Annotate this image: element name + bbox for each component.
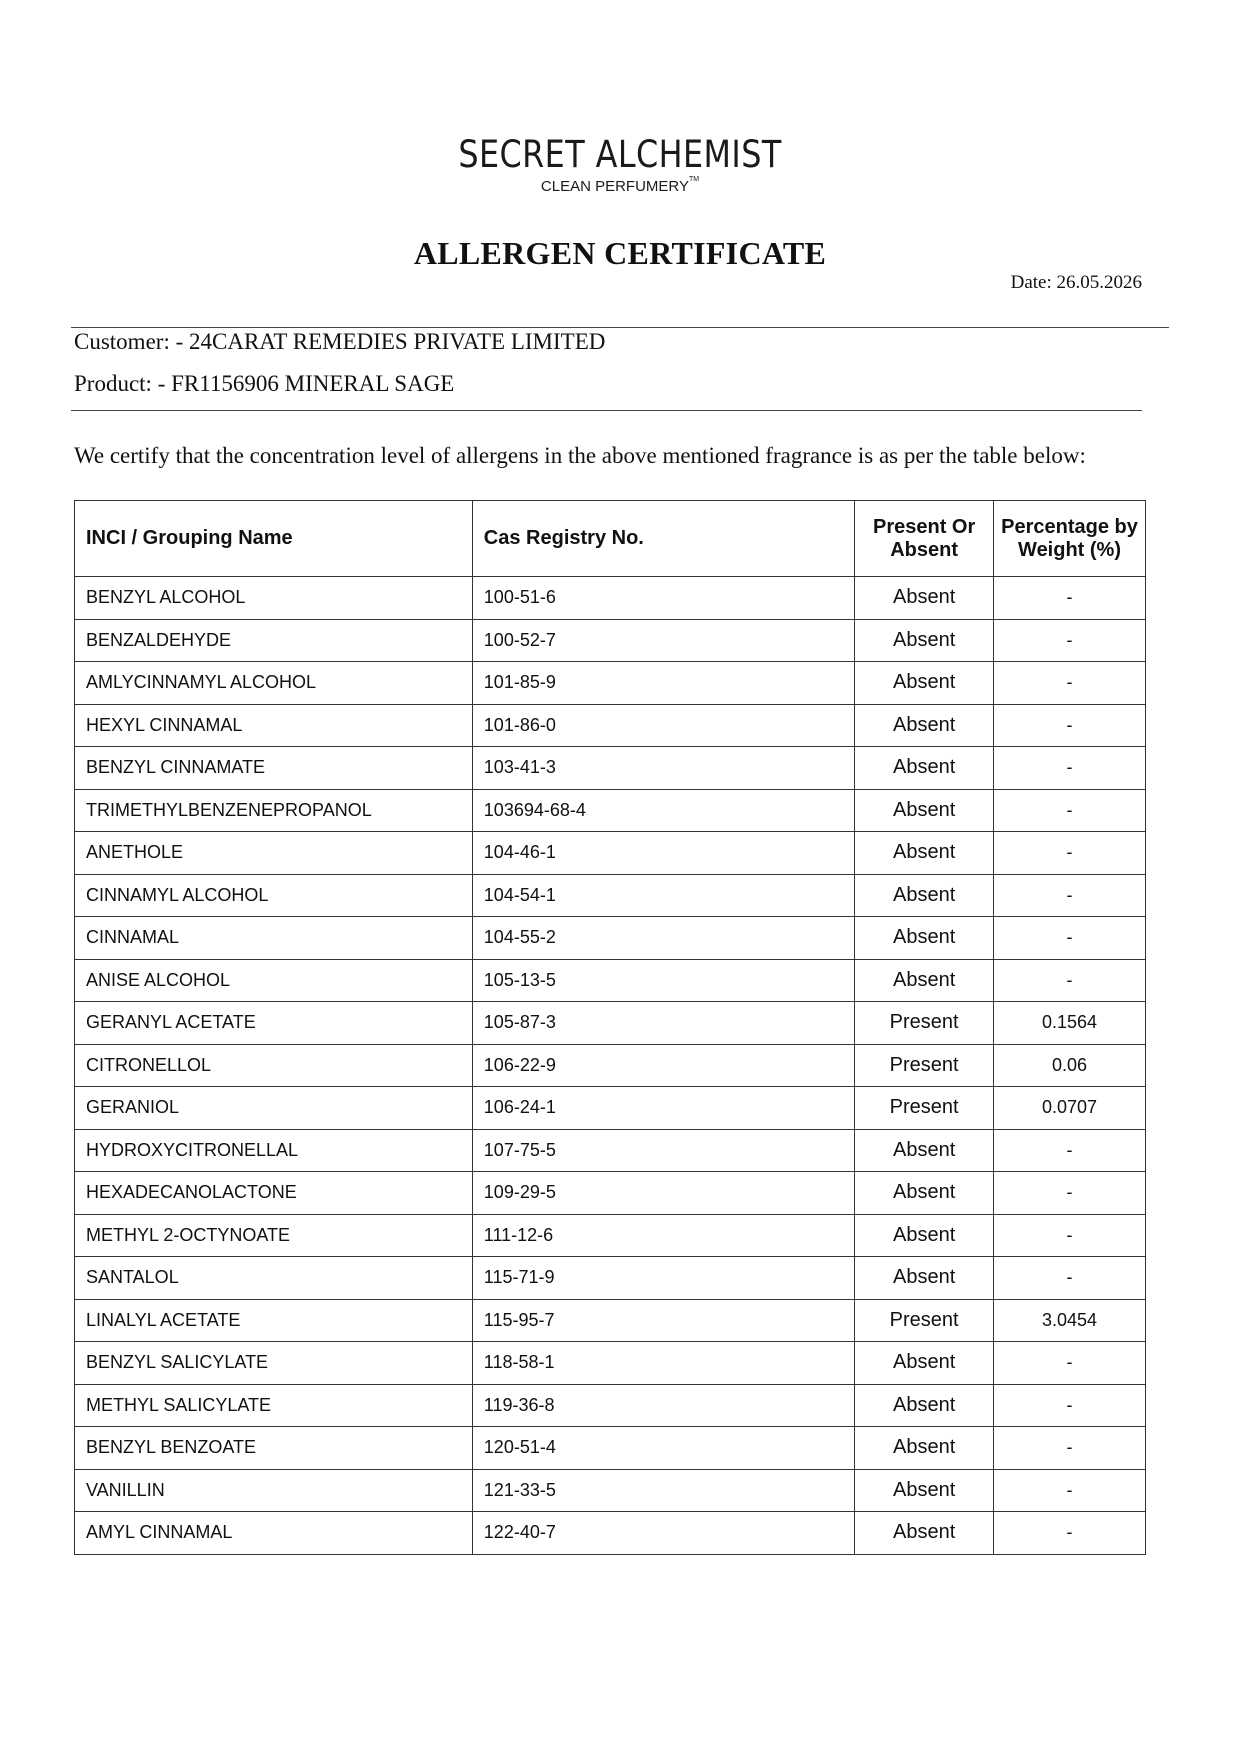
presence-cell: Absent bbox=[855, 1214, 994, 1257]
percentage-cell: - bbox=[994, 1129, 1146, 1172]
table-row bbox=[75, 1044, 1146, 1087]
cas-number-cell: 106-22-9 bbox=[472, 1044, 854, 1087]
cas-number-cell: 100-52-7 bbox=[472, 619, 854, 662]
percentage-cell: - bbox=[994, 832, 1146, 875]
table-row bbox=[75, 1512, 1146, 1555]
presence-cell: Absent bbox=[855, 662, 994, 705]
customer-line: Customer: - 24CARAT REMEDIES PRIVATE LIMITED bbox=[74, 329, 606, 354]
table-row bbox=[75, 1469, 1146, 1512]
presence-cell: Present bbox=[855, 1299, 994, 1342]
percentage-cell: - bbox=[994, 1384, 1146, 1427]
percentage-cell: - bbox=[994, 874, 1146, 917]
percentage-cell: - bbox=[994, 747, 1146, 790]
cas-number-cell: 105-13-5 bbox=[472, 959, 854, 1002]
brand-name: SECRET ALCHEMIST bbox=[458, 133, 782, 176]
presence-cell: Absent bbox=[855, 789, 994, 832]
table-row bbox=[75, 959, 1146, 1002]
table-row bbox=[75, 619, 1146, 662]
cas-number-cell: 100-51-6 bbox=[472, 577, 854, 620]
table-row bbox=[75, 1427, 1146, 1470]
allergen-name-cell: BENZYL BENZOATE bbox=[75, 1427, 473, 1470]
presence-cell: Absent bbox=[855, 1257, 994, 1300]
allergen-name-cell: METHYL 2-OCTYNOATE bbox=[75, 1214, 473, 1257]
presence-cell: Absent bbox=[855, 832, 994, 875]
table-header-row bbox=[75, 501, 1146, 577]
percentage-cell: - bbox=[994, 1214, 1146, 1257]
cas-number-cell: 119-36-8 bbox=[472, 1384, 854, 1427]
table-row bbox=[75, 1172, 1146, 1215]
cas-number-cell: 115-71-9 bbox=[472, 1257, 854, 1300]
allergen-name-cell: BENZYL ALCOHOL bbox=[75, 577, 473, 620]
table-row bbox=[75, 832, 1146, 875]
allergen-name-cell: LINALYL ACETATE bbox=[75, 1299, 473, 1342]
allergen-name-cell: SANTALOL bbox=[75, 1257, 473, 1300]
presence-cell: Absent bbox=[855, 619, 994, 662]
allergen-name-cell: GERANYL ACETATE bbox=[75, 1002, 473, 1045]
table-row bbox=[75, 917, 1146, 960]
table-row bbox=[75, 874, 1146, 917]
presence-cell: Present bbox=[855, 1087, 994, 1130]
allergen-name-cell: ANETHOLE bbox=[75, 832, 473, 875]
cas-number-cell: 101-85-9 bbox=[472, 662, 854, 705]
table-row bbox=[75, 1299, 1146, 1342]
presence-cell: Present bbox=[855, 1002, 994, 1045]
percentage-cell: - bbox=[994, 1257, 1146, 1300]
percentage-cell: - bbox=[994, 1512, 1146, 1555]
header-inci-name: INCI / Grouping Name bbox=[75, 501, 473, 577]
percentage-cell: - bbox=[994, 1427, 1146, 1470]
percentage-cell: - bbox=[994, 704, 1146, 747]
presence-cell: Absent bbox=[855, 1469, 994, 1512]
percentage-cell: 3.0454 bbox=[994, 1299, 1146, 1342]
presence-cell: Absent bbox=[855, 1427, 994, 1470]
header-presence: Present Or Absent bbox=[855, 501, 994, 577]
certification-statement: We certify that the concentration level of allergens in the above mentioned fragrance is as per the table below: bbox=[74, 443, 1086, 468]
table-row bbox=[75, 1129, 1146, 1172]
percentage-cell: - bbox=[994, 789, 1146, 832]
allergen-name-cell: HEXADECANOLACTONE bbox=[75, 1172, 473, 1215]
allergen-name-cell: GERANIOL bbox=[75, 1087, 473, 1130]
percentage-cell: 0.0707 bbox=[994, 1087, 1146, 1130]
cas-number-cell: 111-12-6 bbox=[472, 1214, 854, 1257]
percentage-cell: - bbox=[994, 619, 1146, 662]
allergen-name-cell: AMYL CINNAMAL bbox=[75, 1512, 473, 1555]
allergen-name-cell: ANISE ALCOHOL bbox=[75, 959, 473, 1002]
allergen-name-cell: CINNAMYL ALCOHOL bbox=[75, 874, 473, 917]
allergen-table-body bbox=[75, 577, 1146, 1555]
cas-number-cell: 103694-68-4 bbox=[472, 789, 854, 832]
presence-cell: Absent bbox=[855, 1129, 994, 1172]
cas-number-cell: 121-33-5 bbox=[472, 1469, 854, 1512]
brand-logo bbox=[0, 134, 1240, 195]
allergen-name-cell: BENZYL SALICYLATE bbox=[75, 1342, 473, 1385]
table-row bbox=[75, 662, 1146, 705]
cas-number-cell: 104-46-1 bbox=[472, 832, 854, 875]
table-row bbox=[75, 1087, 1146, 1130]
allergen-name-cell: BENZYL CINNAMATE bbox=[75, 747, 473, 790]
cas-number-cell: 107-75-5 bbox=[472, 1129, 854, 1172]
allergen-name-cell: METHYL SALICYLATE bbox=[75, 1384, 473, 1427]
document-title: ALLERGEN CERTIFICATE bbox=[413, 235, 827, 271]
product-line: Product: - FR1156906 MINERAL SAGE bbox=[74, 371, 455, 396]
table-row bbox=[75, 1342, 1146, 1385]
presence-cell: Absent bbox=[855, 704, 994, 747]
header-cas-number: Cas Registry No. bbox=[472, 501, 854, 577]
table-row bbox=[75, 1002, 1146, 1045]
cas-number-cell: 105-87-3 bbox=[472, 1002, 854, 1045]
presence-cell: Absent bbox=[855, 874, 994, 917]
table-row bbox=[75, 577, 1146, 620]
cas-number-cell: 104-55-2 bbox=[472, 917, 854, 960]
cas-number-cell: 104-54-1 bbox=[472, 874, 854, 917]
presence-cell: Absent bbox=[855, 577, 994, 620]
trademark-mark: TM bbox=[688, 176, 700, 183]
allergen-name-cell: CINNAMAL bbox=[75, 917, 473, 960]
cas-number-cell: 118-58-1 bbox=[472, 1342, 854, 1385]
brand-tagline bbox=[0, 178, 1240, 195]
percentage-cell: 0.06 bbox=[994, 1044, 1146, 1087]
presence-cell: Absent bbox=[855, 917, 994, 960]
percentage-cell: - bbox=[994, 1469, 1146, 1512]
table-row bbox=[75, 1257, 1146, 1300]
allergen-name-cell: HYDROXYCITRONELLAL bbox=[75, 1129, 473, 1172]
allergen-name-cell: BENZALDEHYDE bbox=[75, 619, 473, 662]
cas-number-cell: 122-40-7 bbox=[472, 1512, 854, 1555]
cas-number-cell: 101-86-0 bbox=[472, 704, 854, 747]
presence-cell: Absent bbox=[855, 1384, 994, 1427]
allergen-name-cell: TRIMETHYLBENZENEPROPANOL bbox=[75, 789, 473, 832]
table-row bbox=[75, 1214, 1146, 1257]
cas-number-cell: 109-29-5 bbox=[472, 1172, 854, 1215]
presence-cell: Absent bbox=[855, 747, 994, 790]
cas-number-cell: 115-95-7 bbox=[472, 1299, 854, 1342]
cas-number-cell: 120-51-4 bbox=[472, 1427, 854, 1470]
table-row bbox=[75, 1384, 1146, 1427]
allergen-name-cell: HEXYL CINNAMAL bbox=[75, 704, 473, 747]
allergen-name-cell: VANILLIN bbox=[75, 1469, 473, 1512]
table-row bbox=[75, 704, 1146, 747]
allergen-name-cell: AMLYCINNAMYL ALCOHOL bbox=[75, 662, 473, 705]
cas-number-cell: 106-24-1 bbox=[472, 1087, 854, 1130]
bottom-divider bbox=[71, 410, 1142, 411]
percentage-cell: - bbox=[994, 1172, 1146, 1215]
cas-number-cell: 103-41-3 bbox=[472, 747, 854, 790]
table-row bbox=[75, 747, 1146, 790]
document-date: Date: 26.05.2026 bbox=[1010, 272, 1142, 293]
allergen-name-cell: CITRONELLOL bbox=[75, 1044, 473, 1087]
percentage-cell: - bbox=[994, 577, 1146, 620]
header-percentage: Percentage by Weight (%) bbox=[994, 501, 1146, 577]
brand-tagline-text: CLEAN PERFUMERY bbox=[540, 178, 689, 195]
percentage-cell: - bbox=[994, 662, 1146, 705]
percentage-cell: - bbox=[994, 1342, 1146, 1385]
percentage-cell: - bbox=[994, 959, 1146, 1002]
presence-cell: Absent bbox=[855, 959, 994, 1002]
presence-cell: Present bbox=[855, 1044, 994, 1087]
table-row bbox=[75, 789, 1146, 832]
presence-cell: Absent bbox=[855, 1342, 994, 1385]
presence-cell: Absent bbox=[855, 1512, 994, 1555]
presence-cell: Absent bbox=[855, 1172, 994, 1215]
percentage-cell: - bbox=[994, 917, 1146, 960]
allergen-table bbox=[74, 500, 1146, 1555]
percentage-cell: 0.1564 bbox=[994, 1002, 1146, 1045]
top-divider bbox=[71, 327, 1169, 328]
